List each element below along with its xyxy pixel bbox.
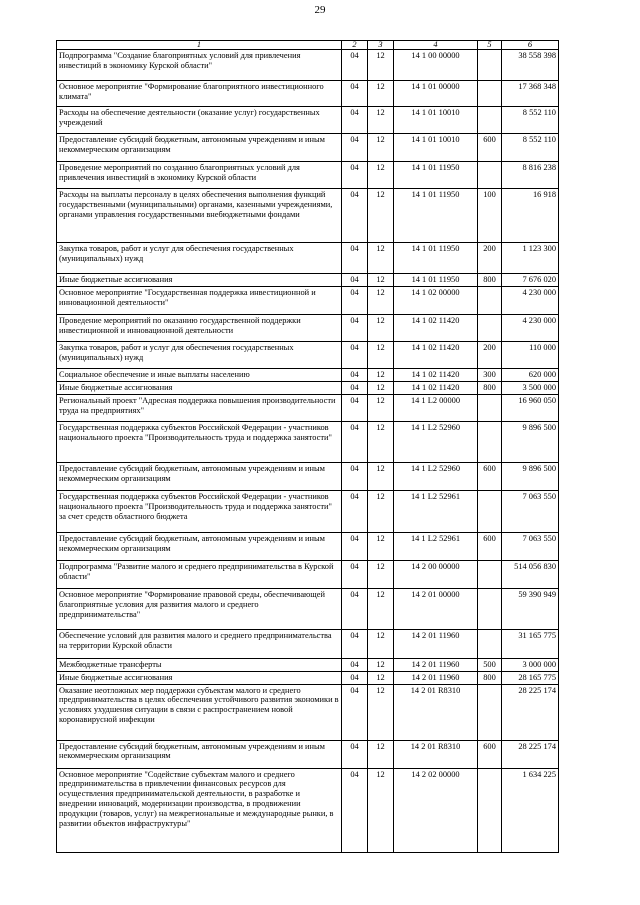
table-row: [57, 462, 559, 490]
table-row: [57, 286, 559, 314]
row-name-cell: Государственная поддержка субъектов Российской Федерации - участников национального проекта "Производительность труда и поддержка занятости": [57, 421, 342, 462]
target-article-cell: 14 1 01 11950: [394, 274, 478, 287]
subsection-cell: 12: [368, 189, 394, 243]
subsection-cell: 12: [368, 368, 394, 381]
column-header: 3: [368, 41, 394, 50]
section-cell: 04: [342, 189, 368, 243]
section-cell: 04: [342, 107, 368, 134]
table-row: [57, 274, 559, 287]
expense-type-cell: [478, 50, 502, 81]
target-article-cell: 14 1 02 11420: [394, 341, 478, 368]
amount-cell: 9 896 500: [502, 462, 559, 490]
expense-type-cell: 800: [478, 381, 502, 394]
subsection-cell: 12: [368, 81, 394, 107]
column-header: 1: [57, 41, 342, 50]
column-header: 2: [342, 41, 368, 50]
target-article-cell: 14 2 01 11960: [394, 629, 478, 658]
section-cell: 04: [342, 532, 368, 560]
amount-cell: 4 230 000: [502, 314, 559, 341]
table-row: [57, 394, 559, 421]
table-row: [57, 81, 559, 107]
expense-type-cell: [478, 684, 502, 740]
subsection-cell: 12: [368, 532, 394, 560]
amount-cell: 28 225 174: [502, 684, 559, 740]
amount-cell: 3 500 000: [502, 381, 559, 394]
table-row: [57, 50, 559, 81]
target-article-cell: 14 1 01 11950: [394, 162, 478, 189]
section-cell: 04: [342, 314, 368, 341]
expense-type-cell: 600: [478, 134, 502, 162]
section-cell: 04: [342, 490, 368, 532]
amount-cell: 1 634 225: [502, 768, 559, 852]
subsection-cell: 12: [368, 394, 394, 421]
amount-cell: 7 676 020: [502, 274, 559, 287]
expense-type-cell: [478, 421, 502, 462]
amount-cell: 8 816 238: [502, 162, 559, 189]
table-row: [57, 740, 559, 768]
table-row: [57, 341, 559, 368]
subsection-cell: 12: [368, 421, 394, 462]
target-article-cell: 14 1 L2 52961: [394, 532, 478, 560]
row-name-cell: Межбюджетные трансферты: [57, 658, 342, 671]
row-name-cell: Основное мероприятие "Формирование правовой среды, обеспечивающей благоприятные условия для развития малого и среднего предпринимательства": [57, 588, 342, 629]
subsection-cell: 12: [368, 107, 394, 134]
table-row: [57, 243, 559, 274]
row-name-cell: Предоставление субсидий бюджетным, автономным учреждениям и иным некоммерческим организациям: [57, 462, 342, 490]
subsection-cell: 12: [368, 588, 394, 629]
amount-cell: 38 558 398: [502, 50, 559, 81]
row-name-cell: Обеспечение условий для развития малого и среднего предпринимательства на территории Курской области: [57, 629, 342, 658]
expense-type-cell: [478, 560, 502, 588]
expense-type-cell: [478, 629, 502, 658]
subsection-cell: 12: [368, 50, 394, 81]
row-name-cell: Иные бюджетные ассигнования: [57, 381, 342, 394]
expense-type-cell: 100: [478, 189, 502, 243]
expense-type-cell: 800: [478, 274, 502, 287]
table-row: [57, 588, 559, 629]
target-article-cell: 14 2 01 11960: [394, 671, 478, 684]
row-name-cell: Социальное обеспечение и иные выплаты населению: [57, 368, 342, 381]
row-name-cell: Проведение мероприятий по созданию благоприятных условий для привлечения инвестиций в экономику Курской области: [57, 162, 342, 189]
expense-type-cell: 600: [478, 740, 502, 768]
section-cell: 04: [342, 81, 368, 107]
row-name-cell: Основное мероприятие "Государственная поддержка инвестиционной и инновационной деятельности": [57, 286, 342, 314]
subsection-cell: 12: [368, 134, 394, 162]
subsection-cell: 12: [368, 490, 394, 532]
section-cell: 04: [342, 740, 368, 768]
target-article-cell: 14 1 L2 00000: [394, 394, 478, 421]
table-row: [57, 134, 559, 162]
amount-cell: 8 552 110: [502, 134, 559, 162]
expense-type-cell: [478, 286, 502, 314]
table-row: [57, 684, 559, 740]
section-cell: 04: [342, 629, 368, 658]
row-name-cell: Иные бюджетные ассигнования: [57, 671, 342, 684]
table-body: [57, 50, 559, 853]
amount-cell: 31 165 775: [502, 629, 559, 658]
target-article-cell: 14 1 02 00000: [394, 286, 478, 314]
subsection-cell: 12: [368, 671, 394, 684]
column-header: 6: [502, 41, 559, 50]
table-row: [57, 658, 559, 671]
expense-type-cell: 200: [478, 341, 502, 368]
column-header: 5: [478, 41, 502, 50]
section-cell: 04: [342, 560, 368, 588]
target-article-cell: 14 2 00 00000: [394, 560, 478, 588]
section-cell: 04: [342, 286, 368, 314]
expense-type-cell: 600: [478, 532, 502, 560]
expense-type-cell: 600: [478, 462, 502, 490]
target-article-cell: 14 1 02 11420: [394, 381, 478, 394]
amount-cell: 110 000: [502, 341, 559, 368]
section-cell: 04: [342, 684, 368, 740]
table-row: [57, 560, 559, 588]
target-article-cell: 14 1 01 11950: [394, 243, 478, 274]
target-article-cell: 14 1 L2 52960: [394, 421, 478, 462]
row-name-cell: Оказание неотложных мер поддержки субъектам малого и среднего предпринимательства в целях обеспечения устойчивого развития экономики в условиях ухудшения ситуации в связи с распространением новой коронавирусной инфекции: [57, 684, 342, 740]
section-cell: 04: [342, 243, 368, 274]
expense-type-cell: [478, 490, 502, 532]
target-article-cell: 14 1 L2 52961: [394, 490, 478, 532]
expense-type-cell: 500: [478, 658, 502, 671]
subsection-cell: 12: [368, 243, 394, 274]
subsection-cell: 12: [368, 629, 394, 658]
table-row: [57, 107, 559, 134]
amount-cell: 7 063 550: [502, 490, 559, 532]
section-cell: 04: [342, 274, 368, 287]
amount-cell: 16 960 050: [502, 394, 559, 421]
target-article-cell: 14 1 00 00000: [394, 50, 478, 81]
subsection-cell: 12: [368, 560, 394, 588]
row-name-cell: Предоставление субсидий бюджетным, автономным учреждениям и иным некоммерческим организациям: [57, 134, 342, 162]
subsection-cell: 12: [368, 274, 394, 287]
target-article-cell: 14 2 01 R8310: [394, 740, 478, 768]
table-row: [57, 314, 559, 341]
section-cell: 04: [342, 768, 368, 852]
subsection-cell: 12: [368, 162, 394, 189]
page-number: 29: [314, 4, 326, 16]
subsection-cell: 12: [368, 286, 394, 314]
row-name-cell: Закупка товаров, работ и услуг для обеспечения государственных (муниципальных) нужд: [57, 243, 342, 274]
section-cell: 04: [342, 658, 368, 671]
table-row: [57, 629, 559, 658]
expense-type-cell: [478, 394, 502, 421]
target-article-cell: 14 2 02 00000: [394, 768, 478, 852]
row-name-cell: Закупка товаров, работ и услуг для обеспечения государственных (муниципальных) нужд: [57, 341, 342, 368]
row-name-cell: Предоставление субсидий бюджетным, автономным учреждениям и иным некоммерческим организациям: [57, 532, 342, 560]
row-name-cell: Государственная поддержка субъектов Российской Федерации - участников национального проекта "Производительность труда и поддержка занятости" за счет средств областного бюджета: [57, 490, 342, 532]
section-cell: 04: [342, 381, 368, 394]
amount-cell: 16 918: [502, 189, 559, 243]
target-article-cell: 14 2 01 R8310: [394, 684, 478, 740]
target-article-cell: 14 1 01 10010: [394, 134, 478, 162]
column-header: 4: [394, 41, 478, 50]
target-article-cell: 14 1 01 11950: [394, 189, 478, 243]
amount-cell: 59 390 949: [502, 588, 559, 629]
section-cell: 04: [342, 588, 368, 629]
amount-cell: 7 063 550: [502, 532, 559, 560]
subsection-cell: 12: [368, 314, 394, 341]
row-name-cell: Подпрограмма "Создание благоприятных условий для привлечения инвестиций в экономику Курской области": [57, 50, 342, 81]
amount-cell: 514 056 830: [502, 560, 559, 588]
table-row: [57, 381, 559, 394]
target-article-cell: 14 1 02 11420: [394, 368, 478, 381]
amount-cell: 8 552 110: [502, 107, 559, 134]
section-cell: 04: [342, 421, 368, 462]
expense-type-cell: [478, 107, 502, 134]
table-row: [57, 768, 559, 852]
row-name-cell: Расходы на выплаты персоналу в целях обеспечения выполнения функций государственными (муниципальными) органами, казенными учреждениями, органами управления государственными внебюджетными фондами: [57, 189, 342, 243]
amount-cell: 17 368 348: [502, 81, 559, 107]
table-row: [57, 368, 559, 381]
expense-type-cell: [478, 162, 502, 189]
section-cell: 04: [342, 162, 368, 189]
expense-type-cell: [478, 588, 502, 629]
expense-type-cell: [478, 314, 502, 341]
subsection-cell: 12: [368, 684, 394, 740]
target-article-cell: 14 2 01 00000: [394, 588, 478, 629]
target-article-cell: 14 1 01 00000: [394, 81, 478, 107]
expense-type-cell: [478, 768, 502, 852]
table-row: [57, 421, 559, 462]
section-cell: 04: [342, 50, 368, 81]
section-cell: 04: [342, 394, 368, 421]
target-article-cell: 14 1 01 10010: [394, 107, 478, 134]
target-article-cell: 14 2 01 11960: [394, 658, 478, 671]
table-row: [57, 162, 559, 189]
row-name-cell: Подпрограмма "Развитие малого и среднего предпринимательства в Курской области": [57, 560, 342, 588]
table-row: [57, 189, 559, 243]
row-name-cell: Основное мероприятие "Содействие субъектам малого и среднего предпринимательства в привлечении финансовых ресурсов для осуществления предпринимательской деятельности, в разработке и внедрении инноваций, модернизации производства, в продвижении продукции (товаров, услуг) на межрегиональные и международные рынки, в развитии объектов инфраструктуры": [57, 768, 342, 852]
amount-cell: 28 165 775: [502, 671, 559, 684]
table-row: [57, 671, 559, 684]
row-name-cell: Проведение мероприятий по оказанию государственной поддержки инвестиционной и инновационной деятельности: [57, 314, 342, 341]
section-cell: 04: [342, 368, 368, 381]
subsection-cell: 12: [368, 341, 394, 368]
table-row: [57, 490, 559, 532]
section-cell: 04: [342, 341, 368, 368]
amount-cell: 4 230 000: [502, 286, 559, 314]
subsection-cell: 12: [368, 740, 394, 768]
table-row: [57, 532, 559, 560]
section-cell: 04: [342, 134, 368, 162]
target-article-cell: 14 1 L2 52960: [394, 462, 478, 490]
row-name-cell: Региональный проект "Адресная поддержка повышения производительности труда на предприятиях": [57, 394, 342, 421]
budget-table: [56, 40, 559, 853]
amount-cell: 3 000 000: [502, 658, 559, 671]
section-cell: 04: [342, 671, 368, 684]
subsection-cell: 12: [368, 768, 394, 852]
subsection-cell: 12: [368, 381, 394, 394]
subsection-cell: 12: [368, 462, 394, 490]
subsection-cell: 12: [368, 658, 394, 671]
expense-type-cell: 800: [478, 671, 502, 684]
row-name-cell: Предоставление субсидий бюджетным, автономным учреждениям и иным некоммерческим организациям: [57, 740, 342, 768]
row-name-cell: Расходы на обеспечение деятельности (оказание услуг) государственных учреждений: [57, 107, 342, 134]
amount-cell: 1 123 300: [502, 243, 559, 274]
expense-type-cell: 200: [478, 243, 502, 274]
expense-type-cell: 300: [478, 368, 502, 381]
section-cell: 04: [342, 462, 368, 490]
amount-cell: 28 225 174: [502, 740, 559, 768]
amount-cell: 620 000: [502, 368, 559, 381]
amount-cell: 9 896 500: [502, 421, 559, 462]
expense-type-cell: [478, 81, 502, 107]
row-name-cell: Иные бюджетные ассигнования: [57, 274, 342, 287]
target-article-cell: 14 1 02 11420: [394, 314, 478, 341]
table-header-row: [57, 41, 559, 50]
row-name-cell: Основное мероприятие "Формирование благоприятного инвестиционного климата": [57, 81, 342, 107]
